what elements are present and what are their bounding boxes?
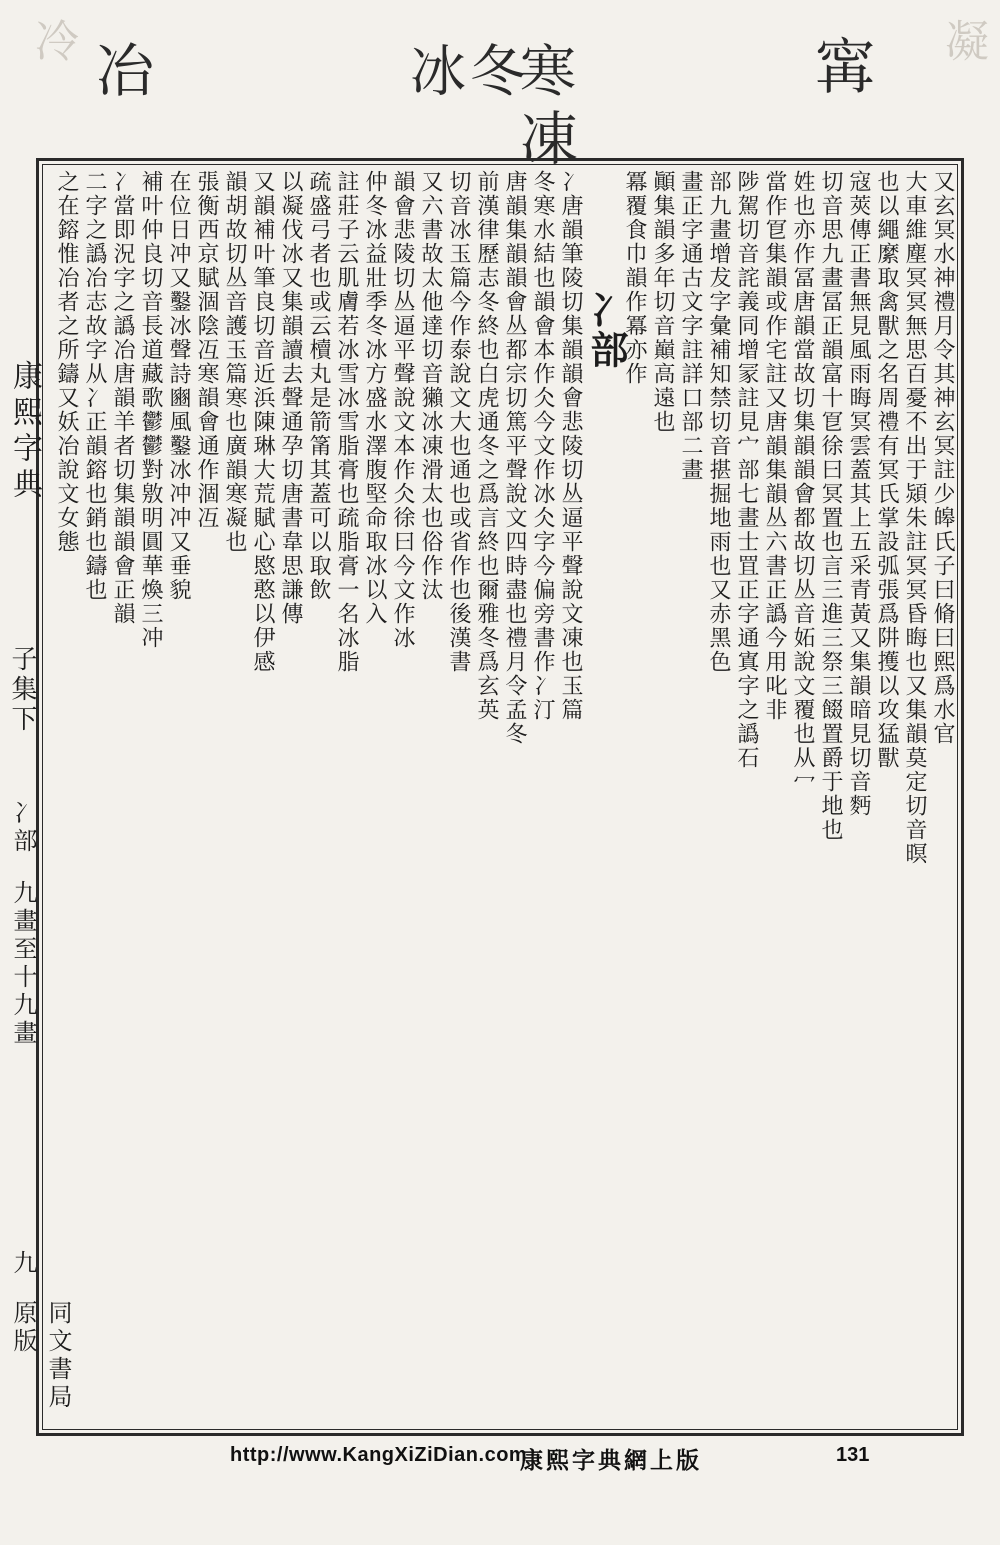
text-column-17: 前漢律歷志冬終也白虎通冬之爲言終也爾雅冬爲玄英: [474, 170, 499, 722]
header-seal-glyph-1: 𡩋: [815, 33, 875, 103]
text-column-28: 在位日冲又鑿冰聲詩豳風鑿冰冲冲又垂貌: [166, 170, 191, 602]
text-column-7: 當作冟集韻或作宅註又唐韻集韻丛六書正譌今用叱非: [762, 170, 787, 722]
footer-title: 康熙字典網上版: [520, 1447, 702, 1474]
text-column-32: 之在鎔惟冶者之所鑄又妖冶說文女態: [54, 170, 79, 554]
header-faint-glyph-1: 冷: [27, 18, 78, 62]
text-column-22: 註莊子云肌膚若冰雪冰雪脂膏也疏脂膏一名冰脂: [334, 170, 359, 674]
text-column-30: 冫當即況字之譌冶唐韻羊者切集韻韻會正韻: [110, 170, 135, 626]
text-column-18: 切音冰玉篇今作泰說文大也通也或省作也後漢書: [446, 170, 471, 674]
header-faint-glyph-2: 凝: [937, 18, 988, 62]
text-column-1: 又玄冥水神禮月令其神玄冥註少皞氏子曰脩曰熙爲水官: [930, 170, 955, 746]
footer-page-number: 131: [836, 1444, 870, 1466]
margin-radical: 冫部: [9, 800, 37, 856]
text-column-8: 陟駕切音詫義同增冡註見宀部七畫士罝正字通寘字之譌石: [734, 170, 759, 770]
text-column-5: 切音思九畫冨正韻富十冟徐曰冥置也言三進三祭三餟置爵于地也: [818, 170, 843, 842]
margin-volume: 子集下: [7, 645, 37, 735]
header-seal-glyph-6: 冶: [96, 37, 155, 105]
text-column-21: 仲冬冰益壯季冬冰方盛水澤腹堅命取冰以入: [362, 170, 387, 626]
footer-url-link[interactable]: http://www.KangXiZiDian.com: [230, 1444, 528, 1466]
text-column-6: 姓也亦作冨唐韻當故切集韻韻會都故切丛音妬說文覆也从冖: [790, 170, 815, 794]
text-column-4: 寇莢傳正書無見風雨晦冥雲蓋其上五采青黃又集韻暗見切音麪: [846, 170, 871, 818]
text-column-19: 又六書故太他達切音獺冰凍滑太也俗作汰: [418, 170, 443, 602]
text-column-14: 冫唐韻筆陵切集韻韻會悲陵切丛逼平聲說文凍也玉篇: [558, 170, 583, 722]
text-column-9: 部九畫增犮字彙補知禁切音揕掘地雨也又赤黑色: [706, 170, 731, 674]
header-seal-glyph-4: 寒: [520, 40, 576, 105]
text-column-31: 二字之譌冶志故字从冫正韻鎔也銷也鑄也: [82, 170, 107, 602]
text-column-29: 補叶仲良切音長道藏歌鬱鬱對敫明圓華煥三冲: [138, 170, 163, 650]
text-column-16: 唐韻集韻韻會丛都宗切篤平聲說文四時盡也禮月令孟冬: [502, 170, 527, 746]
text-column-10: 畫正字通古文字註詳口部二畫: [678, 170, 703, 482]
header-seal-glyph-5: 凍: [520, 105, 579, 173]
radical-heading: 冫部: [584, 290, 629, 370]
text-column-15: 冬寒水結也韻會本作仌今文作冰仌字今偏旁書作冫汀: [530, 170, 555, 722]
text-column-23: 疏盛弓者也或云櫝丸是箭筩其蓋可以取飲: [306, 170, 331, 602]
text-column-27: 張衡西京賦涸陰冱寒韻會通作涸冱: [194, 170, 219, 530]
margin-page-number: 九: [9, 1250, 37, 1274]
margin-stroke-range: 九畫至十九畫: [9, 880, 37, 1048]
text-column-20: 韻會悲陵切丛逼平聲說文本作仌徐曰今文作冰: [390, 170, 415, 650]
text-column-25: 又韻補叶筆良切音近浜陳琳大荒賦心愍憨以伊感: [250, 170, 275, 674]
margin-book-title: 康熙字典: [7, 360, 42, 504]
dictionary-body: [46, 170, 954, 1425]
text-column-2: 大車維塵冥冥無思百憂不出于熲朱註冥冥昏晦也又集韻莫定切音暝: [902, 170, 927, 866]
header-seal-glyph-3: 冬: [470, 40, 526, 105]
text-column-3: 也以繩縻取禽獸之名周禮有冥氏掌設弧張爲阱擭以攻猛獸: [874, 170, 899, 770]
margin-publisher: 同文書局原版: [9, 1300, 72, 1412]
page-footer: [0, 1444, 1000, 1474]
text-column-12: 冪覆食巾韻作冪亦作: [622, 170, 647, 386]
header-seal-glyph-2: 冰: [410, 40, 466, 105]
text-column-26: 韻胡故切丛音護玉篇寒也廣韻寒凝也: [222, 170, 247, 554]
text-column-11: 顚集韻多年切音巔高遠也: [650, 170, 675, 434]
text-column-24: 以凝伐冰又集韻讀去聲通孕切唐書韋思謙傳: [278, 170, 303, 626]
